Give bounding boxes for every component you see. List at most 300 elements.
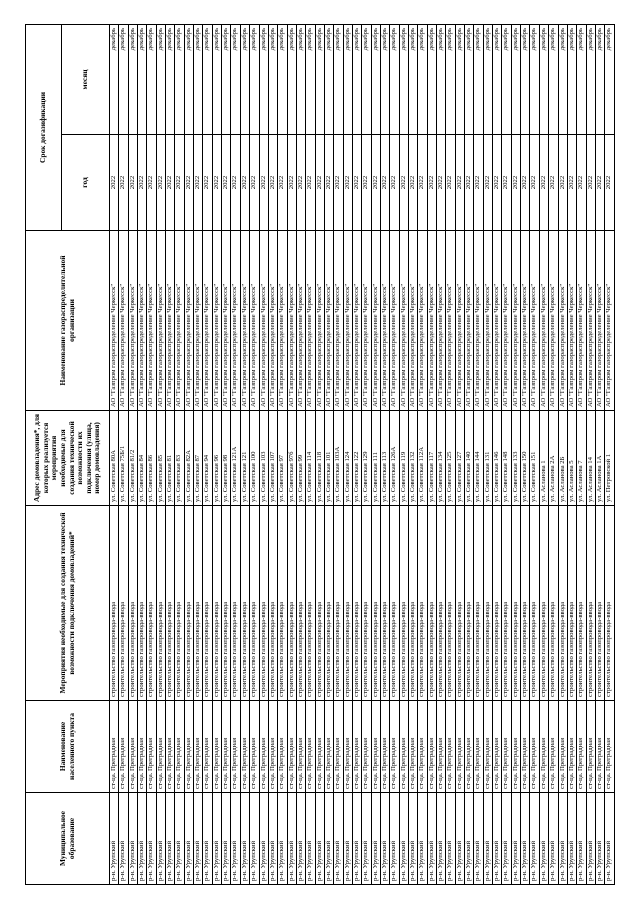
month-cell: декабрь: [558, 24, 567, 134]
year-cell: 2022: [212, 135, 221, 231]
month-cell: декабрь: [250, 24, 259, 134]
measure-cell: строительство газопровода-ввода: [306, 506, 315, 701]
month-cell: декабрь: [465, 24, 474, 134]
settlement-cell: ст-ца. Преградная: [352, 701, 361, 793]
municipality-cell: р-н. Урупский: [605, 793, 614, 885]
month-cell: декабрь: [334, 24, 343, 134]
measure-cell: строительство газопровода-ввода: [362, 506, 371, 701]
address-cell: ул. Асланова 14: [586, 411, 595, 506]
municipality-cell: р-н. Урупский: [380, 793, 389, 885]
gdo-cell: АО "Газпром газораспределение Черкесск": [502, 231, 511, 411]
measure-cell: строительство газопровода-ввода: [278, 506, 287, 701]
municipality-cell: р-н. Урупский: [334, 793, 343, 885]
address-cell: ул. Советская 151: [530, 411, 539, 506]
table-body: [110, 24, 615, 884]
settlement-cell: ст-ца. Преградная: [147, 701, 156, 793]
gdo-cell: АО "Газпром газораспределение Черкесск": [577, 231, 586, 411]
year-cell: 2022: [455, 135, 464, 231]
municipality-cell: р-н. Урупский: [511, 793, 520, 885]
settlement-cell: ст-ца. Преградная: [184, 701, 193, 793]
address-cell: ул. Советская 126А: [390, 411, 399, 506]
settlement-cell: ст-ца. Преградная: [138, 701, 147, 793]
gdo-cell: АО "Газпром газораспределение Черкесск": [156, 231, 165, 411]
gdo-cell: АО "Газпром газораспределение Черкесск": [138, 231, 147, 411]
municipality-cell: р-н. Урупский: [184, 793, 193, 885]
measure-cell: строительство газопровода-ввода: [194, 506, 203, 701]
gdo-cell: АО "Газпром газораспределение Черкесск": [212, 231, 221, 411]
address-cell: ул. Советская 86: [147, 411, 156, 506]
settlement-cell: ст-ца. Преградная: [334, 701, 343, 793]
settlement-cell: ст-ца. Преградная: [268, 701, 277, 793]
header-month: месяц: [62, 24, 110, 134]
table-row: [530, 24, 539, 884]
table-row: [259, 24, 268, 884]
municipality-cell: р-н. Урупский: [222, 793, 231, 885]
measure-cell: строительство газопровода-ввода: [184, 506, 193, 701]
measure-cell: строительство газопровода-ввода: [147, 506, 156, 701]
gdo-cell: АО "Газпром газораспределение Черкесск": [427, 231, 436, 411]
measure-cell: строительство газопровода-ввода: [390, 506, 399, 701]
municipality-cell: р-н. Урупский: [521, 793, 530, 885]
table-row: [577, 24, 586, 884]
table-row: [343, 24, 352, 884]
municipality-cell: р-н. Урупский: [465, 793, 474, 885]
gdo-cell: АО "Газпром газораспределение Черкесск": [147, 231, 156, 411]
municipality-cell: р-н. Урупский: [240, 793, 249, 885]
municipality-cell: р-н. Урупский: [287, 793, 296, 885]
measure-cell: строительство газопровода-ввода: [605, 506, 614, 701]
municipality-cell: р-н. Урупский: [138, 793, 147, 885]
settlement-cell: ст-ца. Преградная: [605, 701, 614, 793]
header-address: Адрес домовладения*, для которых реализуется мероприятия необходимые для создания технической возможности их подключения (улица, номер домовладения): [26, 411, 110, 506]
month-cell: декабрь: [455, 24, 464, 134]
municipality-cell: р-н. Урупский: [586, 793, 595, 885]
address-cell: ул. Советская 107: [268, 411, 277, 506]
measure-cell: строительство газопровода-ввода: [409, 506, 418, 701]
measure-cell: строительство газопровода-ввода: [315, 506, 324, 701]
settlement-cell: ст-ца. Преградная: [343, 701, 352, 793]
month-cell: декабрь: [119, 24, 128, 134]
table-row: [128, 24, 137, 884]
table-row: [352, 24, 361, 884]
table-row: [409, 24, 418, 884]
gdo-cell: АО "Газпром газораспределение Черкесск": [399, 231, 408, 411]
year-cell: 2022: [222, 135, 231, 231]
settlement-cell: ст-ца. Преградная: [493, 701, 502, 793]
measure-cell: строительство газопровода-ввода: [287, 506, 296, 701]
settlement-cell: ст-ца. Преградная: [259, 701, 268, 793]
measure-cell: строительство газопровода-ввода: [156, 506, 165, 701]
address-cell: ул. Советская 113: [380, 411, 389, 506]
municipality-cell: р-н. Урупский: [128, 793, 137, 885]
settlement-cell: ст-ца. Преградная: [577, 701, 586, 793]
table-row: [558, 24, 567, 884]
month-cell: декабрь: [110, 24, 119, 134]
municipality-cell: р-н. Урупский: [203, 793, 212, 885]
municipality-cell: р-н. Урупский: [110, 793, 119, 885]
gdo-cell: АО "Газпром газораспределение Черкесск": [493, 231, 502, 411]
address-cell: ул. Советская 118: [315, 411, 324, 506]
municipality-cell: р-н. Урупский: [156, 793, 165, 885]
month-cell: декабрь: [521, 24, 530, 134]
settlement-cell: ст-ца. Преградная: [156, 701, 165, 793]
gasification-table: [25, 24, 615, 885]
address-cell: ул. Советская 133: [511, 411, 520, 506]
municipality-cell: р-н. Урупский: [212, 793, 221, 885]
year-cell: 2022: [437, 135, 446, 231]
gdo-cell: АО "Газпром газораспределение Черкесск": [222, 231, 231, 411]
year-cell: 2022: [166, 135, 175, 231]
address-cell: ул. Советская 132: [409, 411, 418, 506]
table-row: [390, 24, 399, 884]
measure-cell: строительство газопровода-ввода: [222, 506, 231, 701]
year-cell: 2022: [287, 135, 296, 231]
gdo-cell: АО "Газпром газораспределение Черкесск": [352, 231, 361, 411]
measure-cell: строительство газопровода-ввода: [212, 506, 221, 701]
address-cell: ул. Советская 98: [222, 411, 231, 506]
table-row: [418, 24, 427, 884]
measure-cell: строительство газопровода-ввода: [334, 506, 343, 701]
month-cell: декабрь: [156, 24, 165, 134]
table-row: [156, 24, 165, 884]
address-cell: ул. Советская 103А: [334, 411, 343, 506]
table-row: [119, 24, 128, 884]
table-row: [586, 24, 595, 884]
address-cell: ул. Советская 144: [474, 411, 483, 506]
year-cell: 2022: [352, 135, 361, 231]
table-row: [194, 24, 203, 884]
gdo-cell: АО "Газпром газораспределение Черкесск": [380, 231, 389, 411]
measure-cell: строительство газопровода-ввода: [203, 506, 212, 701]
address-cell: ул. Советская 85: [156, 411, 165, 506]
header-municipality: Муниципальное образование: [26, 793, 110, 885]
measure-cell: строительство газопровода-ввода: [511, 506, 520, 701]
month-cell: декабрь: [474, 24, 483, 134]
gdo-cell: АО "Газпром газораспределение Черкесск": [110, 231, 119, 411]
municipality-cell: р-н. Урупский: [427, 793, 436, 885]
gdo-cell: АО "Газпром газораспределение Черкесск": [418, 231, 427, 411]
gdo-cell: АО "Газпром газораспределение Черкесск": [324, 231, 333, 411]
year-cell: 2022: [296, 135, 305, 231]
month-cell: декабрь: [175, 24, 184, 134]
settlement-cell: ст-ца. Преградная: [380, 701, 389, 793]
gdo-cell: АО "Газпром газораспределение Черкесск": [259, 231, 268, 411]
gdo-cell: АО "Газпром газораспределение Черкесск": [334, 231, 343, 411]
year-cell: 2022: [474, 135, 483, 231]
rotated-page: [25, 25, 613, 885]
year-cell: 2022: [334, 135, 343, 231]
gdo-cell: АО "Газпром газораспределение Черкесск": [539, 231, 548, 411]
municipality-cell: р-н. Урупский: [409, 793, 418, 885]
measure-cell: строительство газопровода-ввода: [465, 506, 474, 701]
header-settlement: Наименование населенного пункта: [26, 701, 110, 793]
table-row: [437, 24, 446, 884]
page-viewport: [25, 25, 613, 885]
year-cell: 2022: [399, 135, 408, 231]
settlement-cell: ст-ца. Преградная: [446, 701, 455, 793]
measure-cell: строительство газопровода-ввода: [595, 506, 604, 701]
measure-cell: строительство газопровода-ввода: [446, 506, 455, 701]
address-cell: ул. Советская 83: [175, 411, 184, 506]
measure-cell: строительство газопровода-ввода: [128, 506, 137, 701]
settlement-cell: ст-ца. Преградная: [278, 701, 287, 793]
municipality-cell: р-н. Урупский: [390, 793, 399, 885]
month-cell: декабрь: [418, 24, 427, 134]
year-cell: 2022: [511, 135, 520, 231]
settlement-cell: ст-ца. Преградная: [250, 701, 259, 793]
settlement-cell: ст-ца. Преградная: [502, 701, 511, 793]
address-cell: ул. Советская 117: [427, 411, 436, 506]
header-gdo: Наименование газораспределительной организации: [26, 231, 110, 411]
gdo-cell: АО "Газпром газораспределение Черкесск": [549, 231, 558, 411]
table-row: [240, 24, 249, 884]
month-cell: декабрь: [268, 24, 277, 134]
settlement-cell: ст-ца. Преградная: [110, 701, 119, 793]
gdo-cell: АО "Газпром газораспределение Черкесск": [119, 231, 128, 411]
table-header: [26, 24, 110, 884]
settlement-cell: ст-ца. Преградная: [586, 701, 595, 793]
address-cell: ул. Советская 81: [166, 411, 175, 506]
month-cell: декабрь: [240, 24, 249, 134]
gdo-cell: АО "Газпром газораспределение Черкесск": [315, 231, 324, 411]
settlement-cell: ст-ца. Преградная: [549, 701, 558, 793]
table-row: [334, 24, 343, 884]
settlement-cell: ст-ца. Преградная: [539, 701, 548, 793]
measure-cell: строительство газопровода-ввода: [166, 506, 175, 701]
measure-cell: строительство газопровода-ввода: [549, 506, 558, 701]
month-cell: декабрь: [138, 24, 147, 134]
address-cell: ул. Советская 131: [483, 411, 492, 506]
address-cell: ул. Советская 100: [250, 411, 259, 506]
municipality-cell: р-н. Урупский: [352, 793, 361, 885]
gdo-cell: АО "Газпром газораспределение Черкесск": [203, 231, 212, 411]
municipality-cell: р-н. Урупский: [567, 793, 576, 885]
municipality-cell: р-н. Урупский: [474, 793, 483, 885]
month-cell: декабрь: [539, 24, 548, 134]
year-cell: 2022: [521, 135, 530, 231]
municipality-cell: р-н. Урупский: [250, 793, 259, 885]
municipality-cell: р-н. Урупский: [166, 793, 175, 885]
settlement-cell: ст-ца. Преградная: [194, 701, 203, 793]
month-cell: декабрь: [166, 24, 175, 134]
municipality-cell: р-н. Урупский: [577, 793, 586, 885]
gdo-cell: АО "Газпром газораспределение Черкесск": [287, 231, 296, 411]
gdo-cell: АО "Газпром газораспределение Черкесск": [446, 231, 455, 411]
address-cell: ул. Асланова 5: [567, 411, 576, 506]
municipality-cell: р-н. Урупский: [493, 793, 502, 885]
year-cell: 2022: [259, 135, 268, 231]
address-cell: ул. Советская 96: [212, 411, 221, 506]
settlement-cell: ст-ца. Преградная: [595, 701, 604, 793]
measure-cell: строительство газопровода-ввода: [418, 506, 427, 701]
month-cell: декабрь: [203, 24, 212, 134]
settlement-cell: ст-ца. Преградная: [437, 701, 446, 793]
settlement-cell: ст-ца. Преградная: [119, 701, 128, 793]
address-cell: ул. Советская 75Б/1: [119, 411, 128, 506]
month-cell: декабрь: [380, 24, 389, 134]
year-cell: 2022: [465, 135, 474, 231]
table-row: [315, 24, 324, 884]
municipality-cell: р-н. Урупский: [324, 793, 333, 885]
municipality-cell: р-н. Урупский: [175, 793, 184, 885]
address-cell: ул. Советская 103: [259, 411, 268, 506]
header-year: год: [62, 135, 110, 231]
gdo-cell: АО "Газпром газораспределение Черкесск": [194, 231, 203, 411]
month-cell: декабрь: [212, 24, 221, 134]
year-cell: 2022: [324, 135, 333, 231]
year-cell: 2022: [530, 135, 539, 231]
municipality-cell: р-н. Урупский: [362, 793, 371, 885]
month-cell: декабрь: [184, 24, 193, 134]
address-cell: ул. Советская 125: [446, 411, 455, 506]
gdo-cell: АО "Газпром газораспределение Черкесск": [558, 231, 567, 411]
settlement-cell: ст-ца. Преградная: [409, 701, 418, 793]
month-cell: декабрь: [577, 24, 586, 134]
address-cell: ул. Советская 134: [437, 411, 446, 506]
month-cell: декабрь: [399, 24, 408, 134]
measure-cell: строительство газопровода-ввода: [437, 506, 446, 701]
municipality-cell: р-н. Урупский: [558, 793, 567, 885]
year-cell: 2022: [390, 135, 399, 231]
year-cell: 2022: [427, 135, 436, 231]
table-row: [138, 24, 147, 884]
gdo-cell: АО "Газпром газораспределение Черкесск": [605, 231, 614, 411]
year-cell: 2022: [549, 135, 558, 231]
gdo-cell: АО "Газпром газораспределение Черкесск": [343, 231, 352, 411]
table-row: [222, 24, 231, 884]
settlement-cell: ст-ца. Преградная: [427, 701, 436, 793]
address-cell: ул. Советская 111: [371, 411, 380, 506]
address-cell: ул. Советская 122: [352, 411, 361, 506]
table-row: [380, 24, 389, 884]
year-cell: 2022: [502, 135, 511, 231]
month-cell: декабрь: [605, 24, 614, 134]
year-cell: 2022: [156, 135, 165, 231]
month-cell: декабрь: [511, 24, 520, 134]
header-measures: Мероприятия необходимые для создания технической возможности подключения домовладений*: [26, 506, 110, 701]
year-cell: 2022: [119, 135, 128, 231]
gdo-cell: АО "Газпром газораспределение Черкесск": [511, 231, 520, 411]
measure-cell: строительство газопровода-ввода: [371, 506, 380, 701]
year-cell: 2022: [380, 135, 389, 231]
year-cell: 2022: [184, 135, 193, 231]
municipality-cell: р-н. Урупский: [371, 793, 380, 885]
month-cell: декабрь: [502, 24, 511, 134]
municipality-cell: р-н. Урупский: [194, 793, 203, 885]
address-cell: ул. Петровской 1: [605, 411, 614, 506]
year-cell: 2022: [586, 135, 595, 231]
year-cell: 2022: [362, 135, 371, 231]
month-cell: декабрь: [194, 24, 203, 134]
address-cell: ул. Асланова 1: [539, 411, 548, 506]
settlement-cell: ст-ца. Преградная: [521, 701, 530, 793]
year-cell: 2022: [240, 135, 249, 231]
settlement-cell: ст-ца. Преградная: [222, 701, 231, 793]
table-row: [268, 24, 277, 884]
table-row: [371, 24, 380, 884]
table-row: [231, 24, 240, 884]
measure-cell: строительство газопровода-ввода: [474, 506, 483, 701]
month-cell: декабрь: [530, 24, 539, 134]
measure-cell: строительство газопровода-ввода: [539, 506, 548, 701]
address-cell: ул. Советская 97б: [287, 411, 296, 506]
year-cell: 2022: [371, 135, 380, 231]
month-cell: декабрь: [315, 24, 324, 134]
address-cell: ул. Советская 80А: [110, 411, 119, 506]
address-cell: ул. Советская 146: [493, 411, 502, 506]
table-row: [549, 24, 558, 884]
table-row: [446, 24, 455, 884]
measure-cell: строительство газопровода-ввода: [352, 506, 361, 701]
measure-cell: строительство газопровода-ввода: [324, 506, 333, 701]
address-cell: ул. Советская 94: [203, 411, 212, 506]
gdo-cell: АО "Газпром газораспределение Черкесск": [128, 231, 137, 411]
settlement-cell: ст-ца. Преградная: [287, 701, 296, 793]
municipality-cell: р-н. Урупский: [259, 793, 268, 885]
year-cell: 2022: [567, 135, 576, 231]
table-row: [521, 24, 530, 884]
address-cell: ул. Советская 121А: [231, 411, 240, 506]
municipality-cell: р-н. Урупский: [539, 793, 548, 885]
month-cell: декабрь: [287, 24, 296, 134]
month-cell: декабрь: [371, 24, 380, 134]
month-cell: декабрь: [296, 24, 305, 134]
municipality-cell: р-н. Урупский: [306, 793, 315, 885]
settlement-cell: ст-ца. Преградная: [390, 701, 399, 793]
year-cell: 2022: [315, 135, 324, 231]
gdo-cell: АО "Газпром газораспределение Черкесск": [278, 231, 287, 411]
table-row: [427, 24, 436, 884]
measure-cell: строительство газопровода-ввода: [455, 506, 464, 701]
gdo-cell: АО "Газпром газораспределение Черкесск": [250, 231, 259, 411]
table-row: [399, 24, 408, 884]
year-cell: 2022: [558, 135, 567, 231]
year-cell: 2022: [128, 135, 137, 231]
settlement-cell: ст-ца. Преградная: [240, 701, 249, 793]
month-cell: декабрь: [147, 24, 156, 134]
settlement-cell: ст-ца. Преградная: [166, 701, 175, 793]
measure-cell: строительство газопровода-ввода: [268, 506, 277, 701]
table-row: [306, 24, 315, 884]
table-row: [605, 24, 614, 884]
municipality-cell: р-н. Урупский: [399, 793, 408, 885]
municipality-cell: р-н. Урупский: [231, 793, 240, 885]
settlement-cell: ст-ца. Преградная: [558, 701, 567, 793]
table-row: [595, 24, 604, 884]
year-cell: 2022: [278, 135, 287, 231]
settlement-cell: ст-ца. Преградная: [231, 701, 240, 793]
measure-cell: строительство газопровода-ввода: [175, 506, 184, 701]
address-cell: ул. Советская 124: [343, 411, 352, 506]
table-row: [567, 24, 576, 884]
measure-cell: строительство газопровода-ввода: [250, 506, 259, 701]
gdo-cell: АО "Газпром газораспределение Черкесск": [483, 231, 492, 411]
year-cell: 2022: [493, 135, 502, 231]
settlement-cell: ст-ца. Преградная: [362, 701, 371, 793]
gdo-cell: АО "Газпром газораспределение Черкесск": [455, 231, 464, 411]
address-cell: ул. Асланова 1А: [595, 411, 604, 506]
address-cell: ул. Советская 81/2: [128, 411, 137, 506]
municipality-cell: р-н. Урупский: [278, 793, 287, 885]
gdo-cell: АО "Газпром газораспределение Черкесск": [240, 231, 249, 411]
table-row: [184, 24, 193, 884]
municipality-cell: р-н. Урупский: [343, 793, 352, 885]
municipality-cell: р-н. Урупский: [418, 793, 427, 885]
year-cell: 2022: [175, 135, 184, 231]
year-cell: 2022: [250, 135, 259, 231]
month-cell: декабрь: [483, 24, 492, 134]
month-cell: декабрь: [278, 24, 287, 134]
